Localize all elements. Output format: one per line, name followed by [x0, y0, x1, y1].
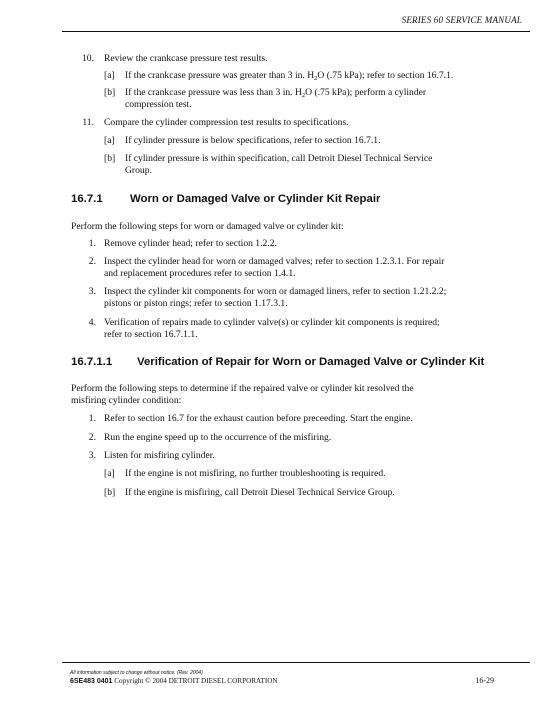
step-text: Review the crankcase pressure test results.: [104, 53, 268, 64]
step-text-cont: pistons or piston rings; refer to section 1.17.3.1.: [104, 298, 288, 309]
running-header: SERIES 60 SERVICE MANUAL: [401, 15, 522, 25]
step-number: 1.: [88, 238, 96, 249]
section-intro: Perform the following steps to determine if the repaired valve or cylinder kit resolved the: [71, 383, 414, 394]
step-text: Compare the cylinder compression test results to specifications.: [104, 117, 349, 128]
substep-label: [b]: [104, 153, 116, 164]
substep-label: [b]: [104, 487, 116, 498]
step-text-cont: and replacement procedures refer to section 1.4.1.: [104, 268, 296, 279]
substep-label: [a]: [104, 135, 115, 146]
substep-text: If the engine is not misfiring, no further troubleshooting is required.: [125, 468, 386, 479]
step-number: 2.: [88, 432, 96, 443]
step-text: Listen for misfiring cylinder.: [104, 450, 215, 461]
step-text-cont: refer to section 16.7.1.1.: [104, 329, 198, 340]
substep-text: If cylinder pressure is within specification, call Detroit Diesel Technical Service: [125, 153, 433, 164]
footer-notice: All information subject to change without notice. (Rev. 2004): [70, 670, 203, 676]
header-rule: [62, 31, 530, 32]
substep-label: [a]: [104, 70, 115, 81]
step-number: 11.: [82, 117, 94, 128]
step-number: 3.: [88, 450, 96, 461]
section-number: 16.7.1: [71, 193, 103, 205]
section-number: 16.7.1.1: [71, 356, 113, 368]
step-number: 4.: [88, 317, 96, 328]
substep-text-cont: Group.: [125, 165, 152, 176]
substep-text: If the crankcase pressure was greater than 3 in. $H_2O$ (.75 kPa); refer to section 16.7.1.: [125, 70, 454, 82]
step-number: 10.: [82, 53, 94, 64]
copyright: Copyright © 2004 DETROIT DIESEL CORPORATION: [114, 677, 278, 685]
step-text: Verification of repairs made to cylinder valve(s) or cylinder kit components is required;: [104, 317, 440, 328]
step-text: Inspect the cylinder kit components for worn or damaged liners, refer to section 1.21.2.2;: [104, 286, 447, 297]
substep-text-cont: compression test.: [125, 99, 192, 110]
step-text: Refer to section 16.7 for the exhaust caution before preceeding. Start the engine.: [104, 413, 413, 424]
page-number: 16-29: [475, 676, 494, 685]
step-text: Remove cylinder head; refer to section 1.2.2.: [104, 238, 277, 249]
step-number: 1.: [88, 413, 96, 424]
step-number: 2.: [88, 256, 96, 267]
section-heading: [71, 192, 380, 206]
doc-id: 6SE483 0401: [70, 678, 113, 685]
footer-rule: [62, 662, 530, 663]
step-number: 3.: [88, 286, 96, 297]
section-intro-cont: misfiring cylinder condition:: [71, 395, 182, 406]
section-title: Verification of Repair for Worn or Damaged Valve or Cylinder Kit: [137, 356, 485, 368]
substep-label: [a]: [104, 468, 115, 479]
substep-text: If the engine is misfiring, call Detroit Diesel Technical Service Group.: [125, 487, 395, 498]
section-title: Worn or Damaged Valve or Cylinder Kit Repair: [130, 193, 381, 205]
section-heading: [71, 355, 484, 369]
section-intro: Perform the following steps for worn or damaged valve or cylinder kit:: [71, 221, 344, 232]
substep-text: If the crankcase pressure was less than 3 in. $H_2O$ (.75 kPa); perform a cylinder: [125, 87, 427, 99]
step-text: Run the engine speed up to the occurrence of the misfiring.: [104, 432, 332, 443]
substep-label: [b]: [104, 87, 116, 98]
step-text: Inspect the cylinder head for worn or damaged valves; refer to section 1.2.3.1. For repair: [104, 256, 445, 267]
footer-line: [70, 677, 278, 685]
substep-text: If cylinder pressure is below specifications, refer to section 16.7.1.: [125, 135, 381, 146]
